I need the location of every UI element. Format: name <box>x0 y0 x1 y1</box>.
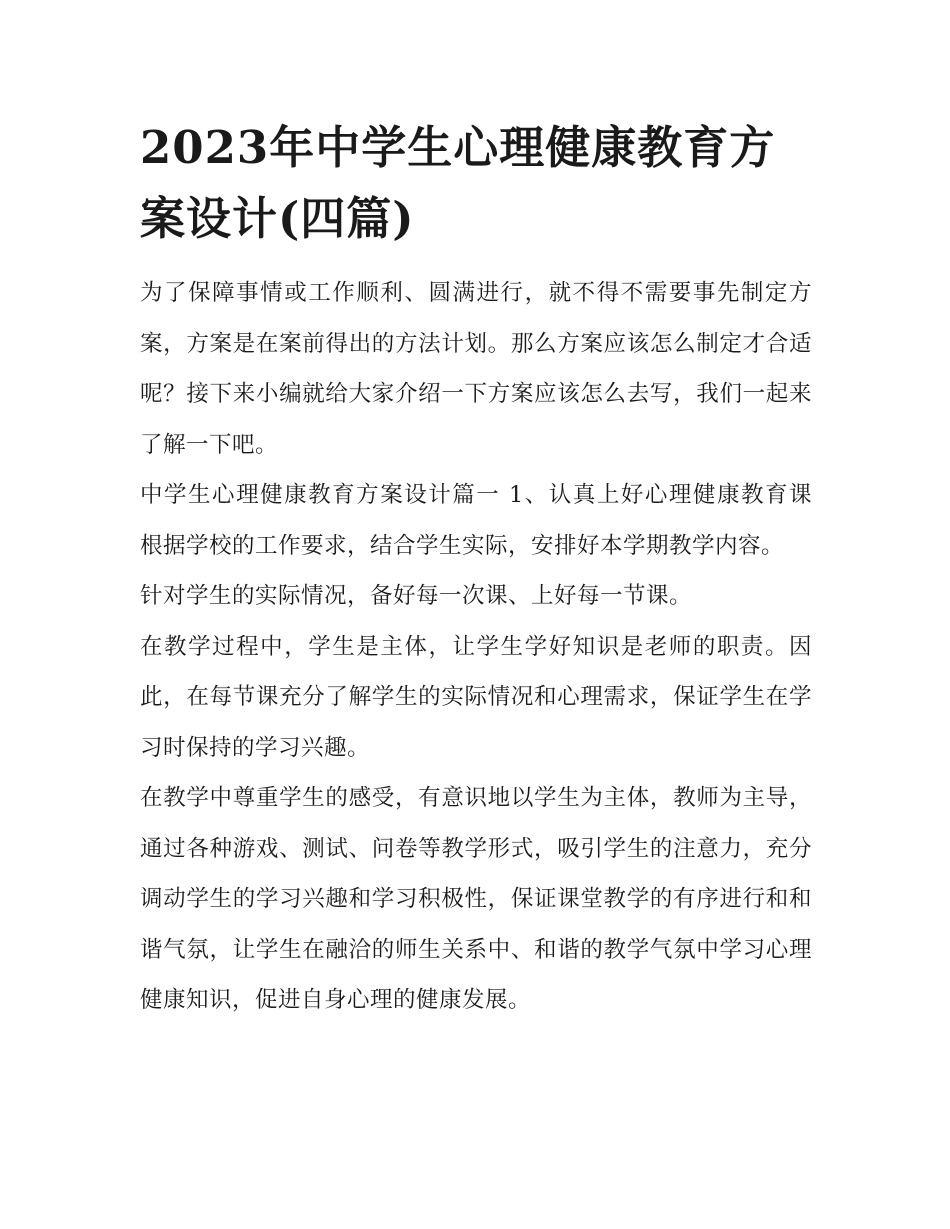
document-title: 2023年中学生心理健康教育方案设计(四篇) <box>140 121 776 245</box>
document-body <box>140 268 812 1026</box>
paragraph-preparation: 针对学生的实际情况，备好每一次课、上好每一节课。 <box>140 583 693 609</box>
paragraph-part-one: 中学生心理健康教育方案设计篇一 1、认真上好心理健康教育课 根据学校的工作要求，结合学生实际，安排好本学期教学内容。 <box>140 482 812 559</box>
paragraph-teaching-methods: 在教学中尊重学生的感受，有意识地以学生为主体，教师为主导，通过各种游戏、测试、问卷等教学形式，吸引学生的注意力，充分调动学生的学习兴趣和学习积极性，保证课堂教学的有序进行和和谐气氛，让学生在融洽的师生关系中、和谐的教学气氛中学习心理健康知识，促进自身心理的健康发展。 <box>140 785 812 1013</box>
document-page <box>140 112 812 1026</box>
paragraph-intro: 为了保障事情或工作顺利、圆满进行，就不得不需要事先制定方案，方案是在案前得出的方法计划。那么方案应该怎么制定才合适呢？接下来小编就给大家介绍一下方案应该怎么去写，我们一起来了解一下吧。 <box>140 280 812 458</box>
paragraph-student-subject: 在教学过程中，学生是主体，让学生学好知识是老师的职责。因此，在每节课充分了解学生的实际情况和心理需求，保证学生在学习时保持的学习兴趣。 <box>140 633 812 761</box>
